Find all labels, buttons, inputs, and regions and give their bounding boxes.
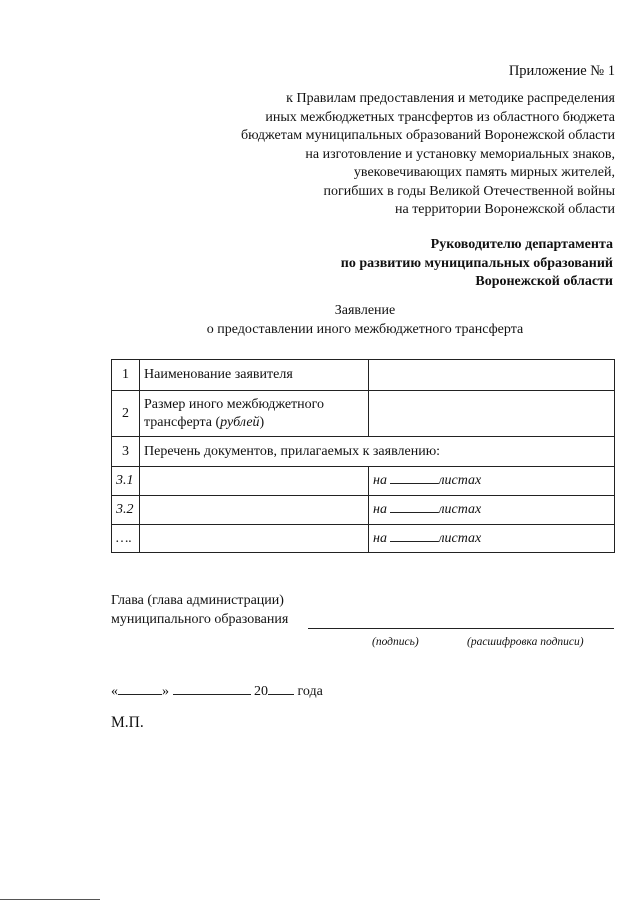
signature-decoding-caption: (расшифровка подписи) (467, 636, 584, 648)
table-row (112, 437, 615, 467)
signatory-title (111, 592, 288, 629)
prefix-text: на (373, 530, 387, 546)
signature-caption: (подпись) (372, 636, 419, 648)
row-label: Наименование заявителя (140, 360, 369, 391)
addressee-line: по развитию муниципальных образований (340, 255, 613, 271)
row-label: Перечень документов, прилагаемых к заявлению: (140, 437, 615, 467)
blank-field[interactable] (390, 502, 438, 513)
addressee-line: Воронежской области (475, 274, 613, 289)
label-text: Размер иного межбюджетного (144, 396, 325, 412)
title-line: Заявление (334, 303, 396, 318)
appendix-line: бюджетам муниципальных образований Воронежской области (241, 128, 615, 143)
appendix-line: погибших в годы Великой Отечественной войны (323, 183, 615, 199)
table-row (112, 496, 615, 525)
application-table (111, 359, 615, 553)
stamp-place: М.П. (111, 714, 144, 731)
signature-field[interactable] (308, 628, 614, 629)
appendix-line: на территории Воронежской области (394, 202, 615, 217)
appendix-title: Приложение № 1 (508, 63, 615, 79)
row-number: 3 (112, 437, 140, 467)
suffix-text: листах (438, 530, 482, 546)
row-number: 2 (112, 391, 140, 437)
century-text: 20 (254, 684, 268, 699)
value-cell[interactable] (369, 360, 615, 391)
prefix-text: на (373, 502, 387, 517)
blank-field[interactable] (390, 531, 438, 542)
open-quote: « (111, 684, 118, 699)
table-row (112, 391, 615, 437)
sheet-count-cell (369, 525, 615, 553)
year-field[interactable] (268, 682, 294, 695)
signatory-line: муниципального образования (111, 611, 289, 627)
label-text: трансферта ( (144, 414, 221, 430)
subtitle-line: о предоставлении иного межбюджетного трансферта (206, 321, 524, 337)
day-field[interactable] (118, 682, 162, 695)
row-label (140, 391, 369, 437)
document-name-cell[interactable] (140, 525, 369, 553)
table-row (112, 467, 615, 496)
row-number: 3.1 (112, 467, 140, 496)
prefix-text: на (373, 473, 387, 488)
appendix-line: на изготовление и установку мемориальных знаков, (305, 146, 615, 162)
close-quote: » (162, 684, 169, 699)
signatory-line: Глава (глава администрации) (111, 593, 284, 608)
addressee-line: Руководителю департамента (430, 237, 613, 252)
addressee-block (341, 236, 613, 292)
suffix-text: листах (438, 473, 482, 488)
sheet-count-cell (369, 467, 615, 496)
appendix-line: к Правилам предоставления и методике распределения (286, 91, 615, 106)
date-line (111, 682, 323, 700)
label-italic: рублей (220, 414, 260, 430)
month-field[interactable] (173, 682, 251, 695)
document-name-cell[interactable] (140, 467, 369, 496)
row-number: …. (112, 525, 140, 553)
document-name-cell[interactable] (140, 496, 369, 525)
row-number: 1 (112, 360, 140, 391)
footer-divider (0, 899, 100, 900)
year-word: года (297, 684, 323, 699)
table-row (112, 360, 615, 391)
sheet-count-cell (369, 496, 615, 525)
value-cell[interactable] (369, 391, 615, 437)
row-number: 3.2 (112, 496, 140, 525)
appendix-reference (185, 90, 615, 220)
appendix-line: увековечивающих память мирных жителей, (353, 165, 615, 180)
document-title (0, 302, 640, 339)
appendix-line: иных межбюджетных трансфертов из областного бюджета (265, 109, 615, 125)
blank-field[interactable] (390, 473, 438, 484)
suffix-text: листах (438, 502, 482, 517)
table-row (112, 525, 615, 553)
label-text: ) (259, 414, 265, 430)
